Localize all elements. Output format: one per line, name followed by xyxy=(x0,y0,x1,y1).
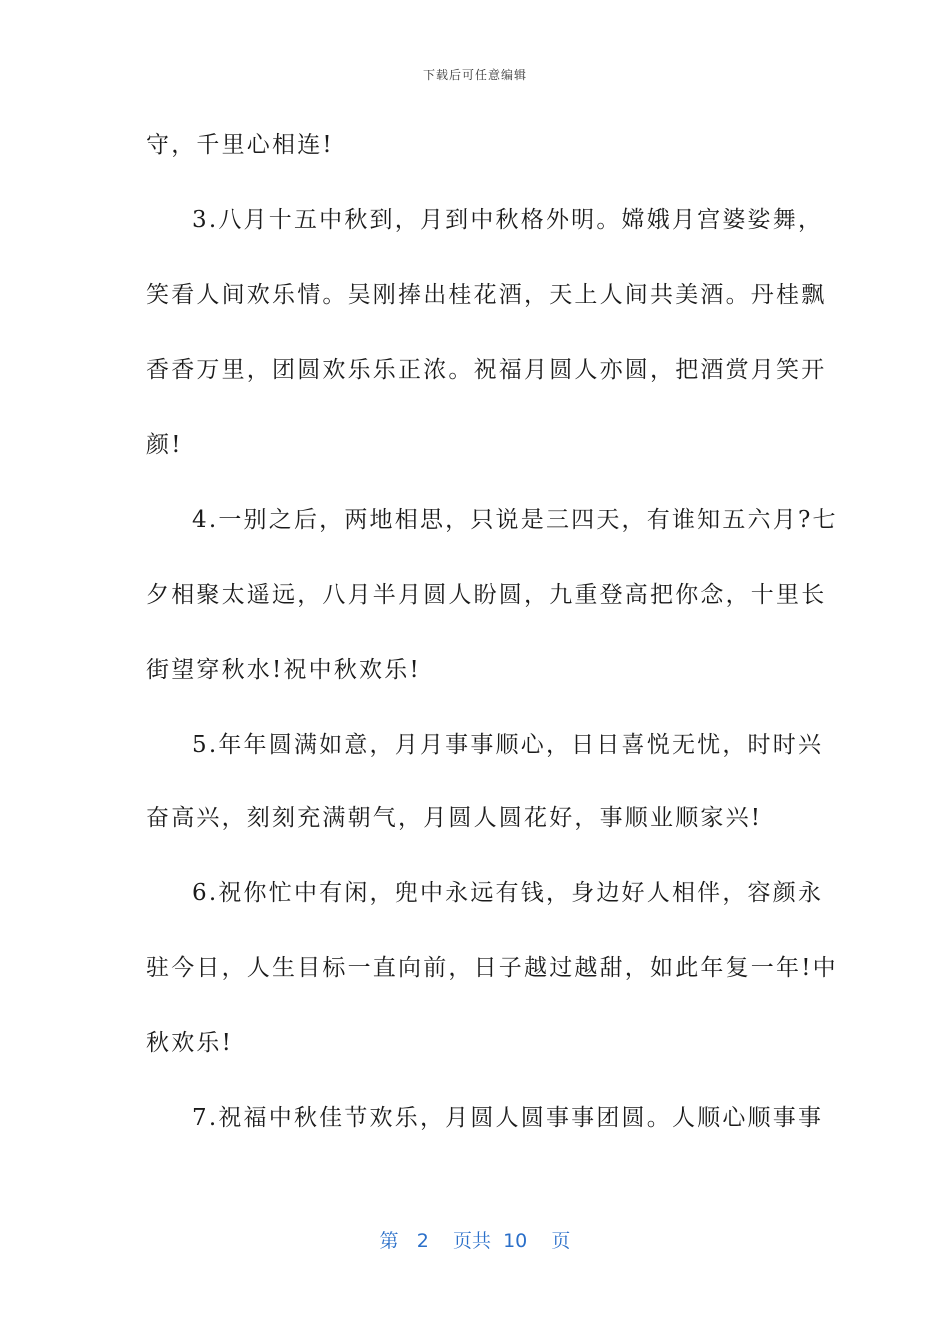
text-line: 驻今日，人生目标一直向前，日子越过越甜，如此年复一年!中 xyxy=(146,955,838,981)
text-line: 秋欢乐! xyxy=(146,1030,234,1056)
footer-suffix: 页 xyxy=(551,1230,571,1252)
text-line: 5.年年圆满如意，月月事事顺心，日日喜悦无忧，时时兴 xyxy=(192,732,824,758)
text-line: 7.祝福中秋佳节欢乐，月圆人圆事事团圆。人顺心顺事事 xyxy=(192,1105,824,1131)
text-line: 颜! xyxy=(146,432,183,458)
text-line: 6.祝你忙中有闲，兜中永远有钱，身边好人相伴，容颜永 xyxy=(192,880,824,906)
text-line: 笑看人间欢乐情。吴刚捧出桂花酒，天上人间共美酒。丹桂飘 xyxy=(146,282,827,308)
text-line: 奋高兴，刻刻充满朝气，月圆人圆花好，事顺业顺家兴! xyxy=(146,805,763,831)
page-footer xyxy=(0,1226,950,1253)
footer-prefix: 第 xyxy=(379,1230,399,1252)
text-line: 守，千里心相连! xyxy=(146,132,334,158)
footer-total-pages: 10 xyxy=(503,1230,528,1252)
text-line: 4.一别之后，两地相思，只说是三四天，有谁知五六月?七 xyxy=(192,507,838,533)
text-line: 香香万里，团圆欢乐乐正浓。祝福月圆人亦圆，把酒赏月笑开 xyxy=(146,357,827,383)
text-line: 街望穿秋水!祝中秋欢乐! xyxy=(146,657,421,683)
header-note: 下载后可任意编辑 xyxy=(422,68,527,82)
footer-middle: 页共 xyxy=(452,1230,491,1252)
text-line: 3.八月十五中秋到，月到中秋格外明。嫦娥月宫婆娑舞， xyxy=(192,207,824,233)
text-line: 夕相聚太遥远，八月半月圆人盼圆，九重登高把你念，十里长 xyxy=(146,582,827,608)
footer-current-page: 2 xyxy=(416,1230,429,1252)
